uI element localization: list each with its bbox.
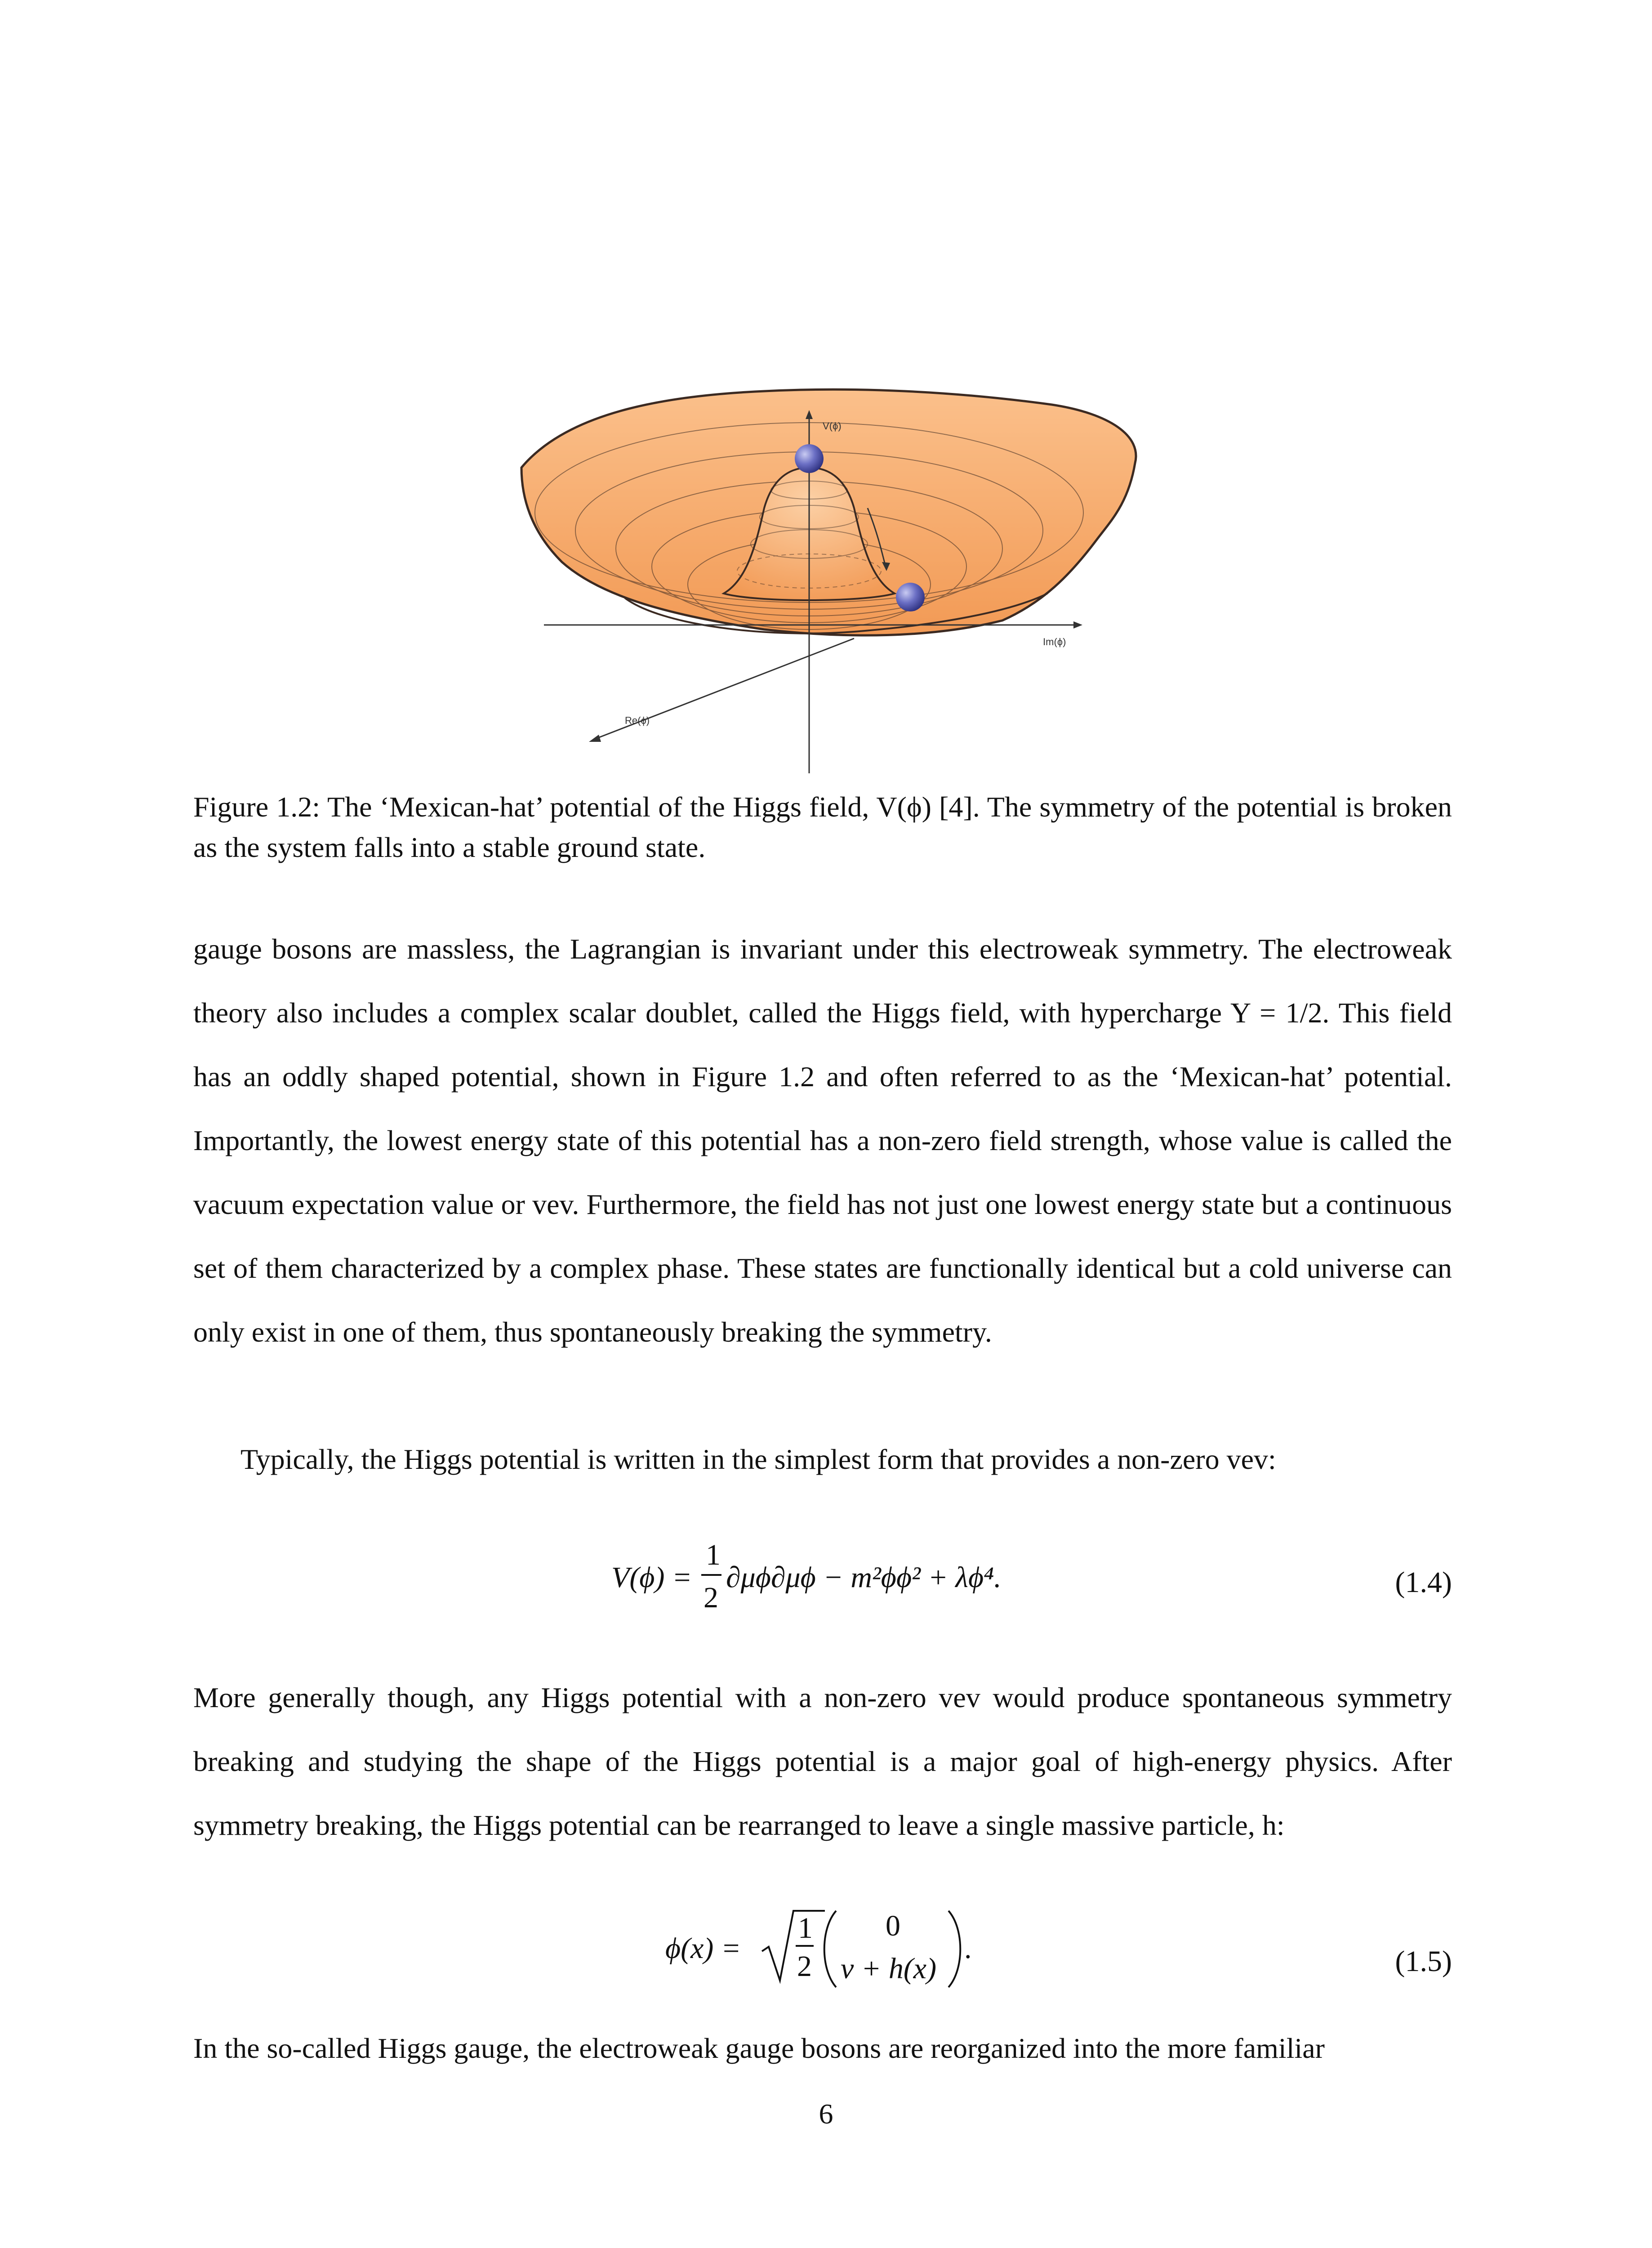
eq2-vec-top: 0 (886, 1909, 900, 1942)
eq1-frac-den: 2 (704, 1581, 718, 1614)
eq2-tail: . (964, 1932, 972, 1965)
mexican-hat-figure (512, 387, 1142, 773)
ground-state-ball (896, 583, 925, 611)
top-ball (795, 444, 824, 473)
eq2-vec-bottom: v + h(x) (841, 1952, 937, 1985)
eq1-frac-num: 1 (706, 1539, 721, 1571)
eq2-lhs: ϕ(x) = (665, 1932, 741, 1965)
body-paragraph-3: More generally though, any Higgs potential with a non-zero vev would produce spontaneous symmetry breaking and studying the shape of the Higgs potential is a major goal of high-energy physics. After symmetry breaking, the Higgs potential can be rearranged to leave a single massive particle, h: (193, 1682, 1452, 1841)
page-number: 6 (819, 2098, 833, 2130)
body-paragraph-2: Typically, the Higgs potential is written in the simplest form that provides a non-zero vev: (240, 1443, 1276, 1475)
eq2-frac-num: 1 (798, 1912, 813, 1945)
re-axis-label: Re(ϕ) (625, 715, 650, 726)
eq1-rhs: ∂μϕ∂μϕ − m²ϕϕ² + λϕ⁴. (726, 1561, 1002, 1594)
eq2-frac-den: 2 (797, 1950, 812, 1983)
mexican-hat-illustration (512, 387, 1142, 773)
im-axis-label: Im(ϕ) (1043, 636, 1066, 647)
equation-1-4-number: (1.4) (1395, 1566, 1452, 1599)
body-paragraph-4: In the so-called Higgs gauge, the electroweak gauge bosons are reorganized into the more familiar (193, 2032, 1325, 2064)
figure-caption: Figure 1.2: The ‘Mexican-hat’ potential of the Higgs field, V(ϕ) [4]. The symmetry of the potential is broken as the system falls into a stable ground state. (193, 791, 1452, 863)
equation-1-4 (193, 1529, 1452, 1619)
eq1-lhs: V(ϕ) = (611, 1561, 692, 1594)
equation-1-5 (193, 1902, 1452, 1992)
equation-1-5-number: (1.5) (1395, 1945, 1452, 1978)
v-axis-label: V(ϕ) (823, 420, 842, 432)
body-paragraph-1: gauge bosons are massless, the Lagrangian is invariant under this electroweak symmetry. The electroweak theory also includes a complex scalar doublet, called the Higgs field, with hypercharge Y = 1/2. This field has an oddly shaped potential, shown in Figure 1.2 and often referred to as the ‘Mexican-hat’ potential. Importantly, the lowest energy state of this potential has a non-zero field strength, whose value is called the vacuum expectation value or vev. Furthermore, the field has not just one lowest energy state but a continuous set of them characterized by a complex phase. These states are functionally identical but a cold universe can only exist in one of them, thus spontaneously breaking the symmetry. (193, 933, 1452, 1348)
